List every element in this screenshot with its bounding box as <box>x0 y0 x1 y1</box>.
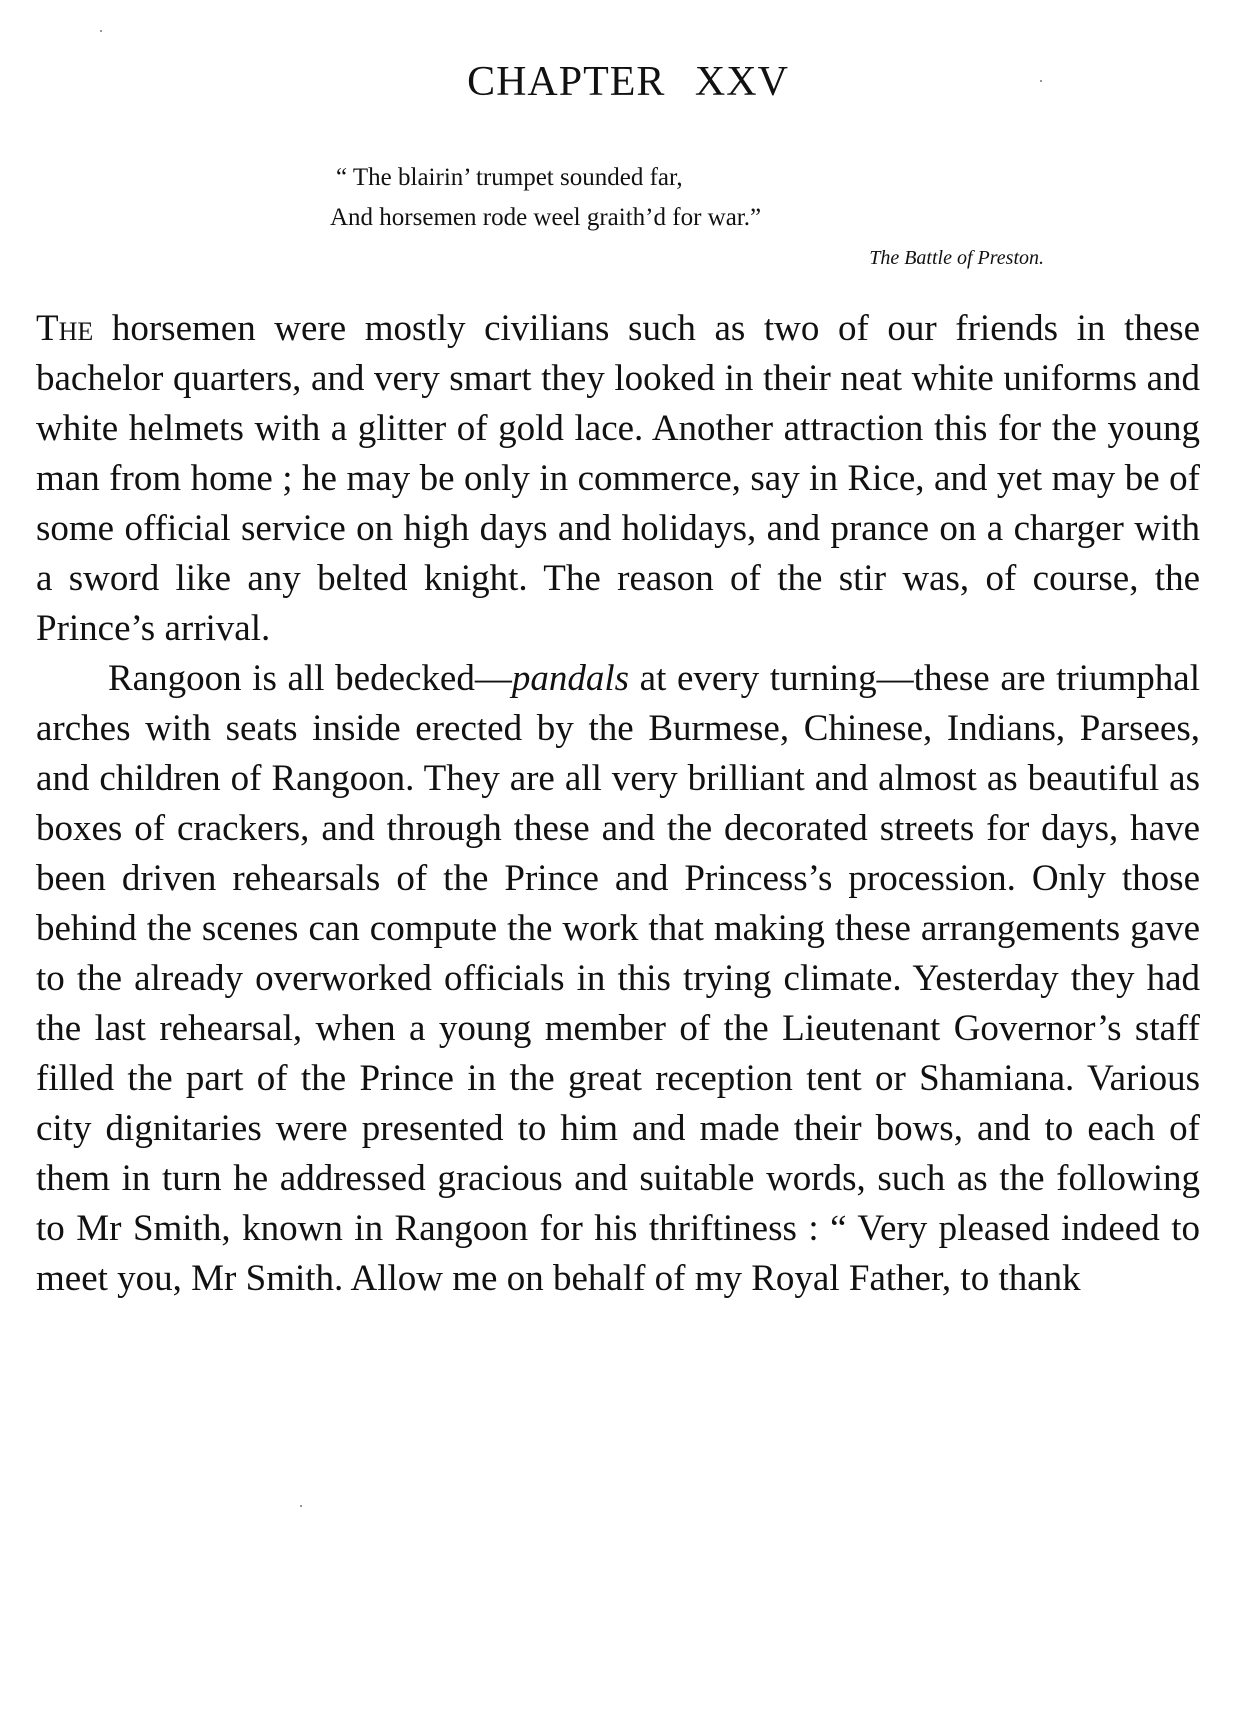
scan-speck <box>1040 80 1042 82</box>
paragraph-2-text-a: Rangoon is all bedecked— <box>108 658 512 699</box>
body-text <box>36 304 1200 1304</box>
epigraph-line-1: “ The blairin’ trumpet sounded far, <box>336 164 683 191</box>
paragraph-2-emphasis: pandals <box>511 658 630 699</box>
paragraph-2-text-b: at every turning—these are triumphal arches with seats inside erected by the Burmese, Chinese, Indians, Parsees, and children of Rangoon. They are all very brilliant and almost as beautiful as boxes of crackers, and through these and the decorated streets for days, have been driven rehearsals of the Prince and Princess’s procession. Only those behind the scenes can compute the work that making these arrangements gave to the already overworked officials in this trying climate. Yesterday they had the last rehearsal, when a young member of the Lieutenant Governor’s staff filled the part of the Prince in the great reception tent or Shamiana. Various city dignitaries were presented to him and made their bows, and to each of them in turn he addressed gracious and suitable words, such as the following to Mr Smith, known in Rangoon for his thriftiness : “ Very pleased indeed to meet you, Mr Smith. Allow me on behalf of my Royal Father, to thank <box>36 658 1200 1299</box>
paragraph-1-text: horsemen were mostly civilians such as two of our friends in these bachelor quarters, and very smart they looked in their neat white uniforms and white helmets with a glitter of gold lace. Another attraction this for the young man from home ; he may be only in commerce, say in Rice, and yet may be of some official service on high days and holidays, and prance on a charger with a sword like any belted knight. The reason of the stir was, of course, the Prince’s arrival. <box>36 308 1200 649</box>
paragraph-2 <box>36 654 1200 1304</box>
paragraph-1 <box>36 304 1200 654</box>
chapter-title: CHAPTER XXV <box>467 59 789 105</box>
paragraph-1-lead-word: The <box>36 308 94 349</box>
epigraph <box>330 158 1050 278</box>
scan-speck <box>300 1505 302 1507</box>
epigraph-line-2: And horsemen rode weel graith’d for war.” <box>330 204 762 231</box>
scan-speck <box>100 30 102 32</box>
epigraph-source: The Battle of Preston. <box>869 247 1044 269</box>
